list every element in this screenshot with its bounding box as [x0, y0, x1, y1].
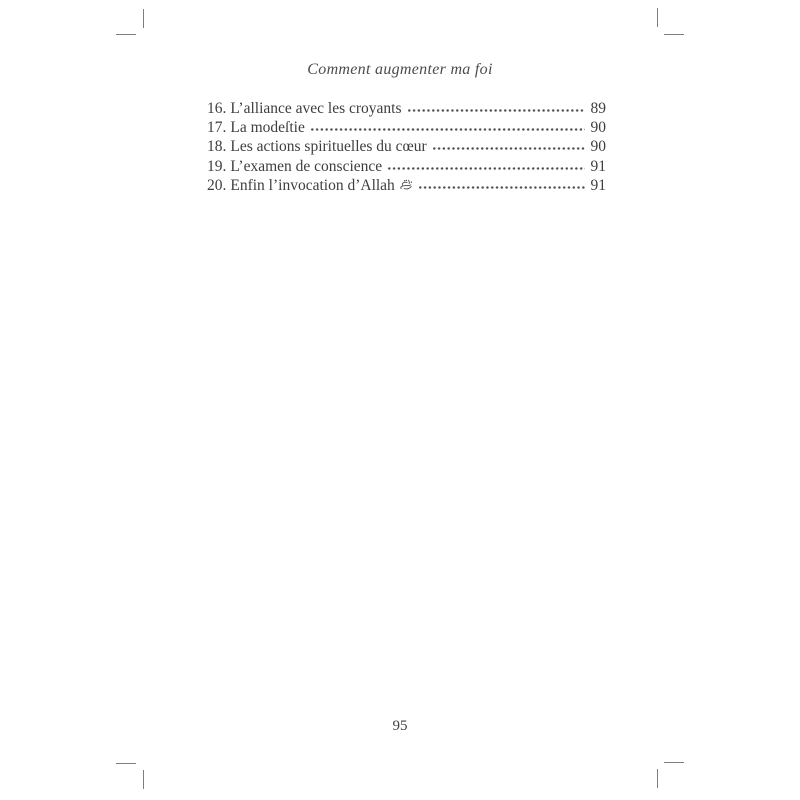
crop-mark-bottom-right-vertical — [657, 769, 658, 788]
toc-entry-title: La modeſtie — [230, 119, 305, 137]
toc-entry — [207, 157, 606, 176]
toc-entry-page-number: 90 — [590, 119, 606, 137]
dotted-leader — [311, 128, 585, 131]
toc-entry-number: 19. — [207, 157, 227, 175]
crop-mark-bottom-left-vertical — [143, 770, 144, 789]
toc-entry — [207, 99, 606, 118]
toc-entry-page-number: 91 — [590, 176, 606, 194]
toc-entry — [207, 118, 606, 137]
folio-page-number: 95 — [392, 718, 408, 734]
crop-mark-top-left-vertical — [143, 9, 144, 28]
toc-entry-number: 16. — [207, 100, 227, 117]
allah-honorific-icon — [399, 177, 413, 196]
crop-mark-top-right-vertical — [657, 8, 658, 27]
toc-entry-page-number: 89 — [590, 100, 606, 117]
dotted-leader — [433, 147, 585, 150]
toc-entry-page-number: 91 — [590, 157, 606, 175]
table-of-contents — [207, 99, 606, 195]
dotted-leader — [408, 109, 585, 112]
toc-entry — [207, 137, 606, 156]
running-head-title: Comment augmenter ma foi — [307, 61, 493, 78]
toc-entry — [207, 176, 606, 195]
dotted-leader — [419, 186, 585, 189]
crop-mark-bottom-left-horizontal — [116, 763, 136, 764]
toc-entry-title: Enfin l’invocation d’Allah — [230, 176, 395, 194]
toc-entry-number: 17. — [207, 119, 227, 137]
toc-entry-number: 20. — [207, 176, 227, 194]
crop-mark-top-right-horizontal — [664, 34, 684, 35]
toc-entry-page-number: 90 — [590, 138, 606, 156]
crop-mark-top-left-horizontal — [116, 34, 136, 35]
toc-entry-title: Les actions spirituelles du cœur — [230, 138, 427, 156]
toc-entry-title: L’alliance avec les croyants — [230, 100, 402, 117]
toc-entry-title: L’examen de conscience — [230, 157, 383, 175]
crop-mark-bottom-right-horizontal — [664, 762, 684, 763]
toc-entry-number: 18. — [207, 138, 227, 156]
dotted-leader — [388, 167, 584, 170]
